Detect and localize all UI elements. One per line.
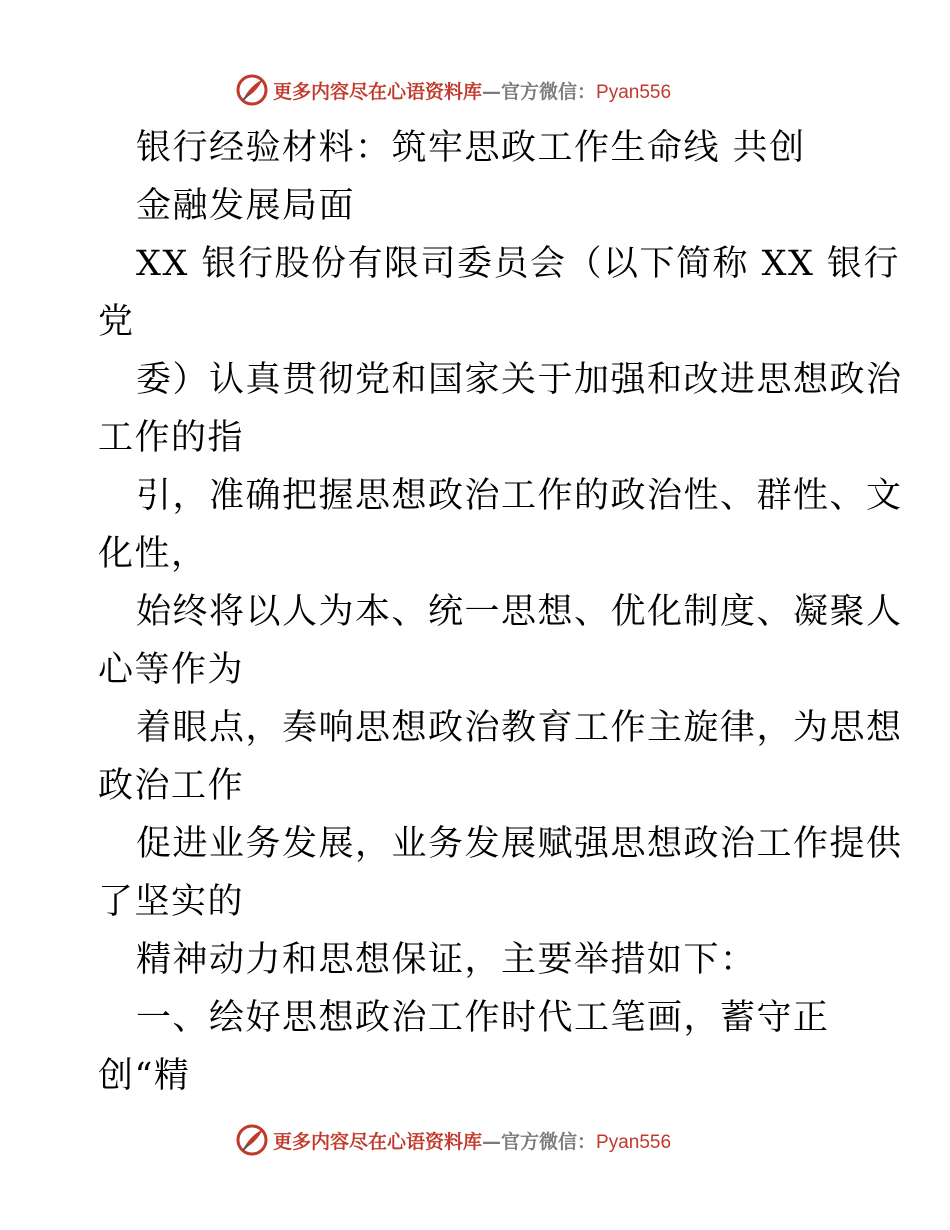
body-line: 心等作为 (98, 650, 245, 690)
body-line: 党 (98, 302, 135, 342)
banner-text (273, 1127, 671, 1154)
banner-handle-text: Pyan556 (596, 81, 672, 103)
quill-pen-logo-icon (235, 1123, 269, 1157)
body-line: 着眼点，奏响思想政治教育工作主旋律，为思想 (136, 708, 903, 748)
body-line: 委）认真贯彻党和国家关于加强和改进思想政治 (136, 360, 903, 400)
body-line: 引，准确把握思想政治工作的政治性、群性、文 (136, 476, 903, 516)
quill-pen-logo-icon (235, 73, 269, 107)
header-banner (235, 73, 715, 107)
footer-banner (235, 1123, 715, 1157)
banner-handle-text: Pyan556 (596, 1131, 672, 1153)
banner-main-text: 更多内容尽在心语资料库 (273, 1130, 483, 1153)
banner-text (273, 77, 671, 104)
banner-separator-text: —官方微信： (482, 80, 597, 103)
body-line: 政治工作 (98, 766, 245, 806)
body-line: 创“精 (98, 1056, 191, 1096)
body-line: 了坚实的 (98, 882, 245, 922)
body-line: 一、绘好思想政治工作时代工笔画，蓄守正 (136, 998, 830, 1038)
banner-main-text: 更多内容尽在心语资料库 (273, 80, 483, 103)
body-line: 化性， (98, 534, 208, 574)
banner-separator-text: —官方微信： (482, 1130, 597, 1153)
body-line: XX 银行股份有限司委员会（以下简称 XX 银行 (136, 244, 901, 284)
body-line: 促进业务发展，业务发展赋强思想政治工作提供 (136, 824, 903, 864)
body-line: 工作的指 (98, 418, 245, 458)
body-line: 银行经验材料：筑牢思政工作生命线 共创 (136, 128, 806, 168)
body-line: 始终将以人为本、统一思想、优化制度、凝聚人 (136, 592, 903, 632)
body-line: 精神动力和思想保证，主要举措如下： (136, 940, 757, 980)
body-line: 金融发展局面 (136, 186, 356, 226)
